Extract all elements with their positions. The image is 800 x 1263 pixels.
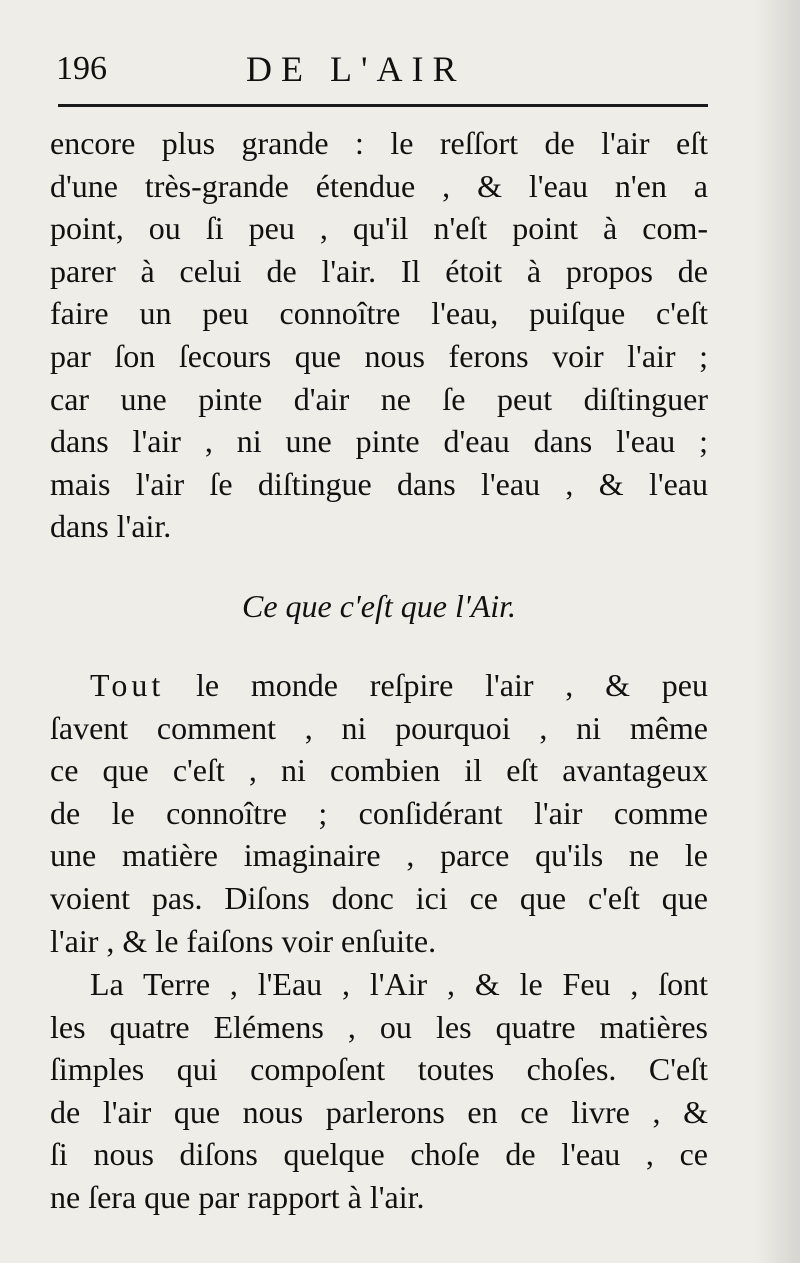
text-line: mais l'air ſe diſtingue dans l'eau , & l'eau bbox=[50, 465, 708, 502]
text-line: point, ou ſi peu , qu'il n'eſt point à com- bbox=[50, 210, 708, 247]
page-header bbox=[56, 44, 706, 94]
text-line: voient pas. Diſons donc ici ce que c'eſt que bbox=[50, 879, 708, 916]
text-line: de le connoître ; conſidérant l'air comme bbox=[50, 794, 708, 831]
text-line: La Terre , l'Eau , l'Air , & le Feu , ſont bbox=[90, 966, 708, 1002]
text-line: ſi nous diſons quelque choſe de l'eau , ce bbox=[50, 1136, 708, 1173]
lead-word: Tout bbox=[90, 667, 165, 703]
text-line: faire un peu connoître l'eau, puiſque c'eſt bbox=[50, 295, 708, 332]
paragraph-la-terre bbox=[50, 963, 708, 1219]
text-line: ſimples qui compoſent toutes choſes. C'eſt bbox=[50, 1051, 708, 1088]
text-line: ne ſera que par rapport à l'air. bbox=[50, 1178, 425, 1215]
running-title: DE L'AIR bbox=[246, 49, 466, 89]
text-line: ſavent comment , ni pourquoi , ni même bbox=[50, 709, 708, 746]
text-line: ce que c'eſt , ni combien il eſt avantageux bbox=[50, 752, 708, 789]
text-line: de l'air que nous parlerons en ce livre , & bbox=[50, 1093, 708, 1130]
header-rule bbox=[58, 104, 708, 107]
text-line-first bbox=[50, 664, 708, 707]
lead-line-rest: le monde reſpire l'air , & peu bbox=[164, 667, 708, 703]
continued-paragraph bbox=[50, 122, 708, 548]
text-line: dans l'air. bbox=[50, 508, 172, 545]
text-line: car une pinte d'air ne ſe peut diſtinguer bbox=[50, 380, 708, 417]
page-edge-shadow bbox=[754, 0, 800, 1263]
text-line: dans l'air , ni une pinte d'eau dans l'eau ; bbox=[50, 423, 708, 460]
text-line: l'air , & le faiſons voir enſuite. bbox=[50, 922, 437, 959]
paragraph-tout-le-monde bbox=[50, 664, 708, 962]
text-line: parer à celui de l'air. Il étoit à propos de bbox=[50, 252, 708, 289]
text-line: les quatre Elémens , ou les quatre matières bbox=[50, 1008, 708, 1045]
text-line: d'une très-grande étendue , & l'eau n'en a bbox=[50, 167, 708, 204]
section-heading: Ce que c'eſt que l'Air. bbox=[241, 588, 517, 624]
page-number: 196 bbox=[56, 50, 107, 87]
text-line: encore plus grande : le reſſort de l'air eſt bbox=[50, 125, 708, 161]
text-line: une matière imaginaire , parce qu'ils ne le bbox=[50, 837, 708, 874]
text-line: par ſon ſecours que nous ferons voir l'air ; bbox=[50, 337, 708, 374]
